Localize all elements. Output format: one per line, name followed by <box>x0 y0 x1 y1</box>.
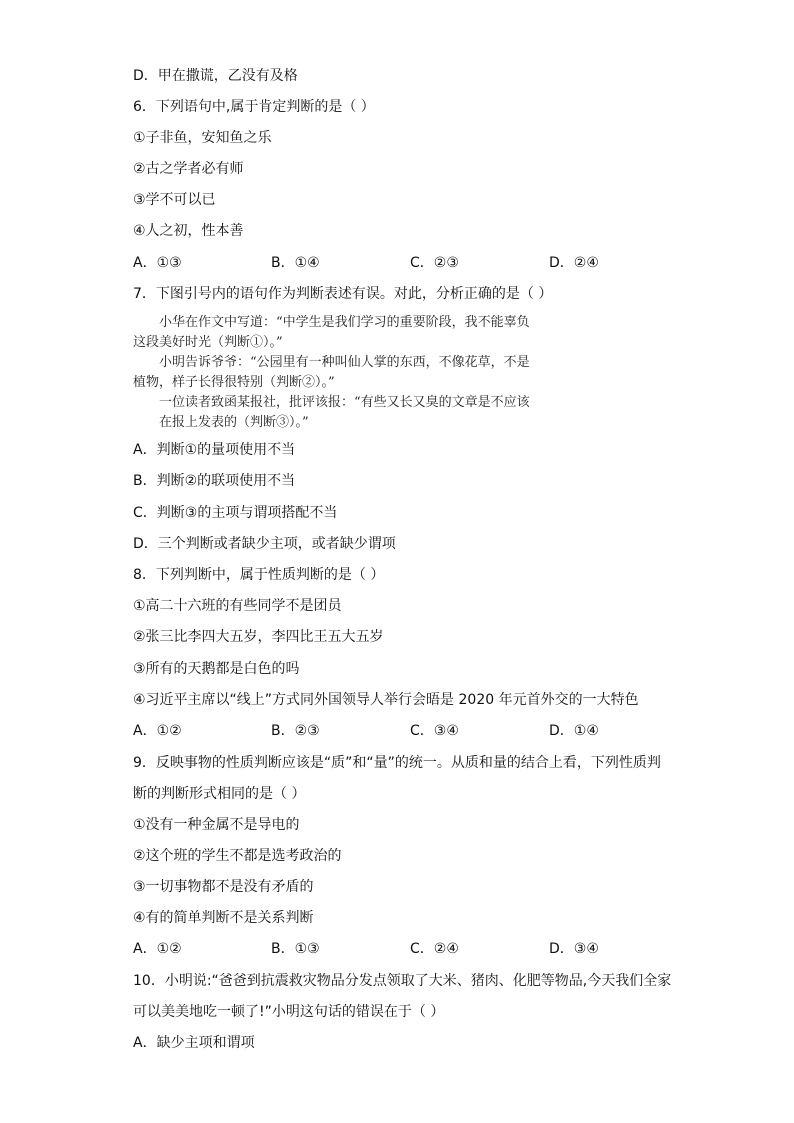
q10-stem-line2: 可以美美地吃一顿了!”小明这句话的错误在于（ ） <box>133 1004 445 1020</box>
q9-choice-a: A．①② <box>133 941 182 957</box>
q7-quote-p2-line1: 小明告诉爷爷：“公园里有一种叫仙人掌的东西，不像花草，不是 <box>159 355 530 370</box>
q9-stem-line2: 断的判断形式相同的是（ ） <box>133 786 306 802</box>
q6-item-4: ④人之初，性本善 <box>133 223 244 239</box>
q8-choices <box>133 721 653 741</box>
q8-choice-b: B．②③ <box>271 723 320 739</box>
q7-option-d: D．三个判断或者缺少主项，或者缺少谓项 <box>133 536 396 552</box>
q9-item-4: ④有的简单判断不是关系判断 <box>133 910 314 926</box>
q9-choices <box>133 939 653 959</box>
q6-choice-b: B．①④ <box>271 255 320 271</box>
q9-choice-b: B．①③ <box>271 941 320 957</box>
q10-stem-line1: 10．小明说:“爸爸到抗震救灾物品分发点领取了大米、猪肉、化肥等物品,今天我们全家 <box>133 973 672 989</box>
q9-choice-d: D．③④ <box>549 941 599 957</box>
q6-item-1: ①子非鱼，安知鱼之乐 <box>133 130 272 146</box>
q8-choice-c: C．③④ <box>410 723 459 739</box>
q6-choice-a: A．①③ <box>133 255 182 271</box>
q6-choices <box>133 253 653 273</box>
q9-item-3: ③一切事物都不是没有矛盾的 <box>133 879 314 895</box>
q8-item-1: ①高二十六班的有些同学不是团员 <box>133 598 342 614</box>
q8-choice-d: D．①④ <box>549 723 599 739</box>
q8-stem: 8．下列判断中，属于性质判断的是（ ） <box>133 567 385 583</box>
q7-quote-p1-line2: 这段美好时光（判断①）。” <box>133 335 283 350</box>
q8-item-2: ②张三比李四大五岁，李四比王五大五岁 <box>133 629 384 645</box>
q6-item-3: ③学不可以已 <box>133 192 216 208</box>
q7-option-a: A．判断①的量项使用不当 <box>133 442 296 458</box>
q9-stem-line1: 9．反映事物的性质判断应该是“质”和“量”的统一。从质和量的结合上看，下列性质判 <box>133 755 661 771</box>
q7-option-c: C．判断③的主项与谓项搭配不当 <box>133 505 338 521</box>
q6-stem: 6．下列语句中,属于肯定判断的是（ ） <box>133 99 375 115</box>
q8-item-3: ③所有的天鹅都是白色的吗 <box>133 661 300 677</box>
q7-quote-p1-line1: 小华在作文中写道：“中学生是我们学习的重要阶段，我不能辜负 <box>159 315 530 330</box>
q7-stem: 7．下图引号内的语句作为判断表述有误。对此，分析正确的是（ ） <box>133 286 553 302</box>
q8-item-4: ④习近平主席以“线上”方式同外国领导人举行会晤是 2020 年元首外交的一大特色 <box>133 692 639 708</box>
q7-quote-p2-line2: 植物，样子长得很特别（判断②）。” <box>133 375 335 390</box>
q10-option-a: A．缺少主项和谓项 <box>133 1035 255 1051</box>
q8-choice-a: A．①② <box>133 723 182 739</box>
q7-quote-p3-line1: 一位读者致函某报社，批评该报：“有些又长又臭的文章是不应该 <box>159 395 530 410</box>
q6-item-2: ②古之学者必有师 <box>133 161 244 177</box>
q6-choice-c: C．②③ <box>410 255 459 271</box>
q6-choice-d: D．②④ <box>549 255 599 271</box>
q9-item-1: ①没有一种金属不是导电的 <box>133 817 300 833</box>
q5-option-d: D．甲在撒谎，乙没有及格 <box>133 68 298 84</box>
q7-quote-box <box>133 313 593 433</box>
q9-item-2: ②这个班的学生不都是选考政治的 <box>133 848 342 864</box>
q9-choice-c: C．②④ <box>410 941 459 957</box>
q7-option-b: B．判断②的联项使用不当 <box>133 473 296 489</box>
q7-quote-p3-line2: 在报上发表的（判断③）。” <box>159 415 309 430</box>
